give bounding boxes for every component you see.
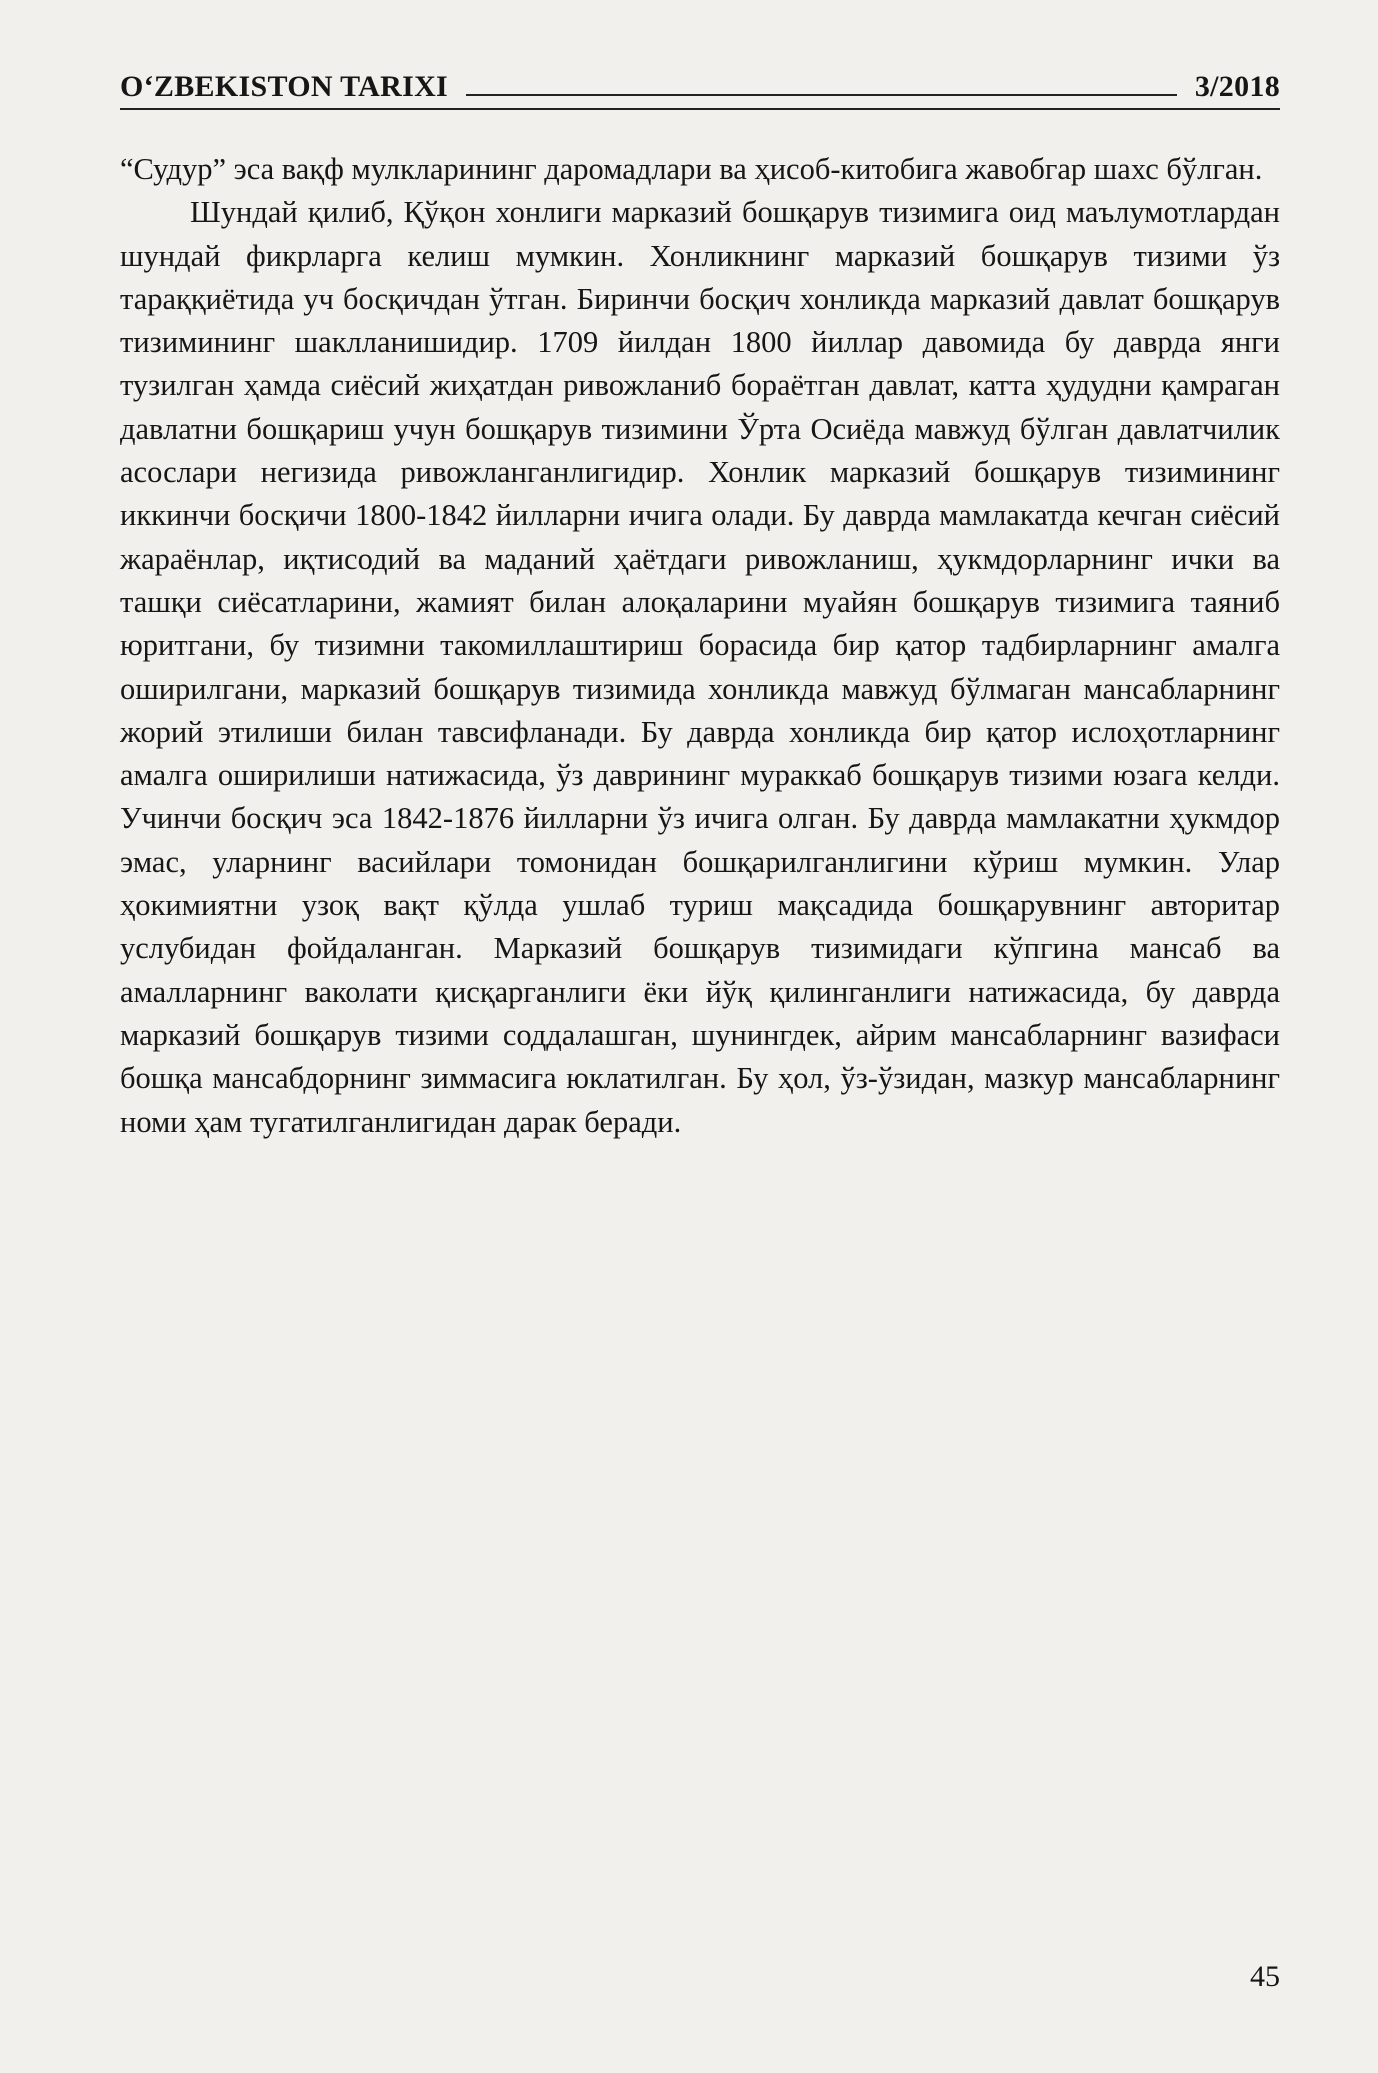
- page-number: 45: [1250, 1960, 1280, 1993]
- journal-title: O‘ZBEKISTON TARIXI: [120, 70, 449, 103]
- header-divider: [120, 108, 1280, 110]
- header-rule: [466, 94, 1177, 96]
- running-header: [120, 58, 1280, 104]
- body-text: [120, 148, 1280, 1144]
- paragraph-continued: “Судур” эса вақф мулкларининг даромадлари ва ҳисоб-китобига жавобгар шахс бўлган.: [120, 152, 1263, 186]
- issue-number: 3/2018: [1194, 70, 1280, 103]
- paragraph-conclusion: Шундай қилиб, Қўқон хонлиги марказий бошқарув тизимига оид маълумотлардан шундай фикрларга келиш мумкин. Хонликнинг марказий бошқарув тизими ўз тараққиётида уч босқичдан ўтган. Биринчи босқич хонликда марказий давлат бошқарув тизимининг шаклланишидир. 1709 йилдан 1800 йиллар давомида бу даврда янги тузилган ҳамда сиёсий жиҳатдан ривожланиб бораётган давлат, катта ҳудудни қамраган давлатни бошқариш учун бошқарув тизимини Ўрта Осиёда мавжуд бўлган давлатчилик асослари негизида ривожланганлигидир. Хонлик марказий бошқарув тизимининг иккинчи босқичи 1800-1842 йилларни ичига олади. Бу даврда мамлакатда кечган сиёсий жараёнлар, иқтисодий ва маданий ҳаётдаги ривожланиш, ҳукмдорларнинг ички ва ташқи сиёсатларини, жамият билан алоқаларини муайян бошқарув тизимига таяниб юритгани, бу тизимни такомиллаштириш борасида бир қатор тадбирларнинг амалга оширилгани, марказий бошқарув тизимида хонликда мавжуд бўлмаган мансабларнинг жорий этилиши билан тавсифланади. Бу даврда хонликда бир қатор ислоҳотларнинг амалга оширилиши натижасида, ўз даврининг мураккаб бошқарув тизими юзага келди. Учинчи босқич эса 1842-1876 йилларни ўз ичига олган. Бу даврда мамлакатни ҳукмдор эмас, уларнинг васийлари томонидан бошқарилганлигини кўриш мумкин. Улар ҳокимиятни узоқ вақт қўлда ушлаб туриш мақсадида бошқарувнинг авторитар услубидан фойдаланган. Марказий бошқарув тизимидаги кўпгина мансаб ва амалларнинг ваколати қисқарганлиги ёки йўқ қилинганлиги натижасида, бу даврда марказий бошқарув тизими соддалашган, шунингдек, айрим мансабларнинг вазифаси бошқа мансабдорнинг зиммасига юклатилган. Бу ҳол, ўз-ўзидан, мазкур мансабларнинг номи ҳам тугатилганлигидан дарак беради.: [120, 195, 1280, 1139]
